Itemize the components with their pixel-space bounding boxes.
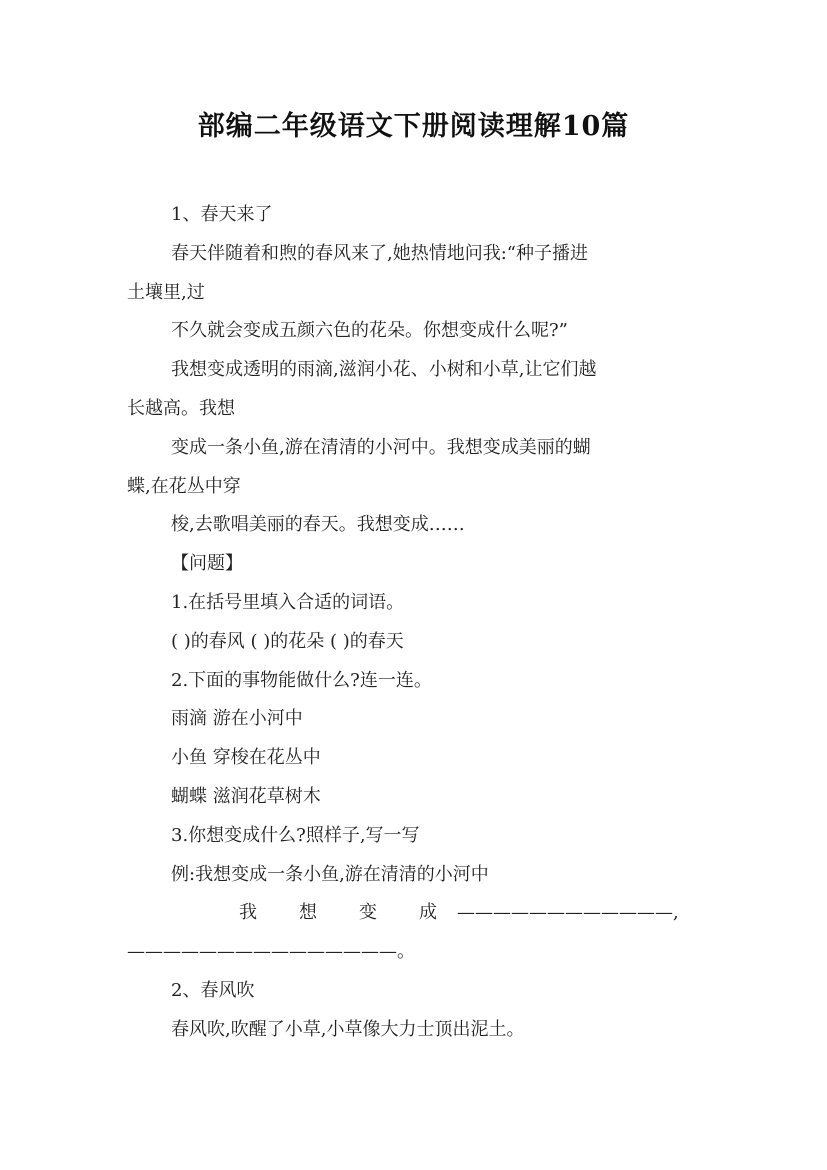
paragraph-2: 不久就会变成五颜六色的花朵。你想变成什么呢?” <box>171 320 568 342</box>
question-3-fill-row <box>127 894 705 933</box>
document-body <box>127 196 705 1050</box>
paragraph-4-line-1: 变成一条小鱼,游在清清的小河中。我想变成美丽的蝴 <box>171 436 591 458</box>
paragraph-1-line-2: 土壤里,过 <box>127 281 205 303</box>
question-1-blanks: ( )的春风 ( )的花朵 ( )的春天 <box>171 630 404 652</box>
questions-header: 【问题】 <box>171 553 243 575</box>
paragraph-5: 梭,去歌唱美丽的春天。我想变成…… <box>171 514 465 536</box>
section-2-paragraph-1: 春风吹,吹醒了小草,小草像大力士顶出泥土。 <box>171 1018 525 1040</box>
question-1: 1.在括号里填入合适的词语。 <box>171 591 405 613</box>
question-2: 2.下面的事物能做什么?连一连。 <box>171 669 432 691</box>
paragraph-3-line-2: 长越高。我想 <box>127 397 235 419</box>
question-2-match-a: 雨滴 游在小河中 <box>171 708 303 730</box>
question-3: 3.你想变成什么?照样子,写一写 <box>171 824 420 846</box>
paragraph-3-line-1: 我想变成透明的雨滴,滋润小花、小树和小草,让它们越 <box>171 359 597 381</box>
question-2-match-c: 蝴蝶 滋润花草树木 <box>171 785 321 807</box>
section-1-heading: 1、春天来了 <box>171 204 273 225</box>
section-2-heading: 2、春风吹 <box>171 979 255 1001</box>
document-title: 部编二年级语文下册阅读理解10篇 <box>197 111 630 142</box>
paragraph-4-line-2: 蝶,在花丛中穿 <box>127 475 241 497</box>
question-2-match-b: 小鱼 穿梭在花丛中 <box>171 747 321 769</box>
question-3-fill-blank-2: ———————————————。 <box>127 941 415 963</box>
question-3-fill-words: 我想变成 <box>239 902 479 924</box>
question-3-example: 例:我想变成一条小鱼,游在清清的小河中 <box>171 863 489 885</box>
question-3-fill-blank-1: ————————————, <box>457 902 679 924</box>
paragraph-1-line-1: 春天伴随着和煦的春风来了,她热情地问我:“种子播进 <box>171 242 588 264</box>
